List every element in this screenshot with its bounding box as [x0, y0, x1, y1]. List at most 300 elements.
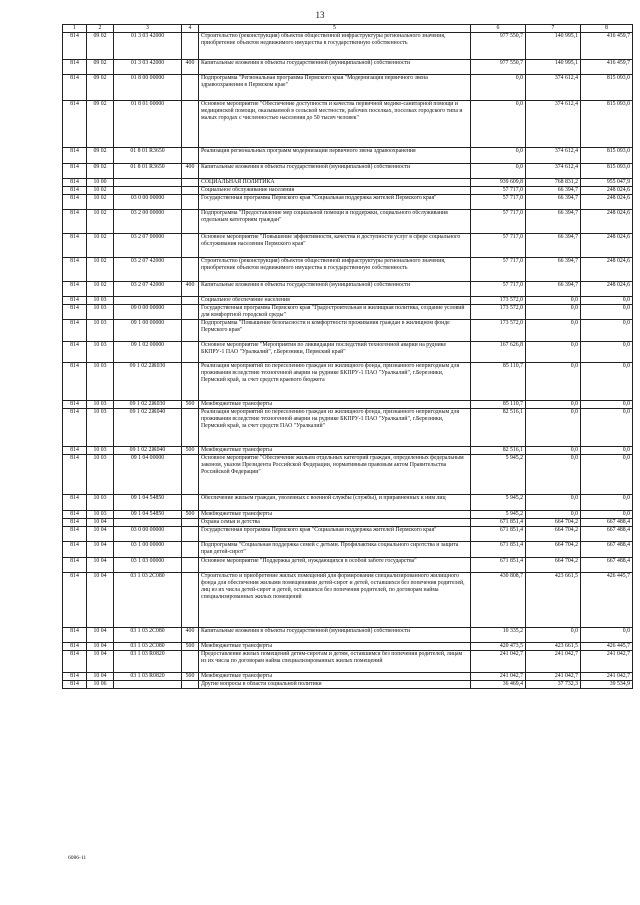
expense-type-code [182, 305, 199, 320]
expense-type-code [182, 297, 199, 305]
item-name: Строительство (реконструкция) объектов общественной инфраструктуры регионального значения, приобретение объектов недвижимого имущества в государственную собственность [199, 258, 471, 282]
table-row [63, 234, 633, 258]
amount-col7: 374 612,4 [526, 164, 581, 179]
table-row [63, 643, 633, 651]
table-row [63, 673, 633, 681]
expense-type-code [182, 210, 199, 234]
amount-col6: 977 550,7 [471, 60, 526, 75]
amount-col8: 0,0 [581, 455, 633, 495]
amount-col7: 0,0 [526, 297, 581, 305]
table-row [63, 511, 633, 519]
target-article-code: 09 0 00 00000 [114, 305, 182, 320]
amount-col6: 57 717,0 [471, 210, 526, 234]
amount-col6: 57 717,0 [471, 282, 526, 297]
amount-col8: 667 488,4 [581, 558, 633, 573]
expense-type-code [182, 187, 199, 195]
item-name: Предоставление жилых помещений детям-сиротам и детям, оставшимся без попечения родителей, лицам из их числа по договорам найма специализированных жилых помещений [199, 651, 471, 673]
target-article-code: 09 1 04 00000 [114, 455, 182, 495]
item-name: Основное мероприятие "Повышение эффективности, качества и доступности услуг в сфере социального обслуживания населения Пермского края" [199, 234, 471, 258]
section-code: 10 03 [87, 447, 114, 455]
ved-code: 814 [63, 60, 87, 75]
section-code: 10 02 [87, 234, 114, 258]
table-row [63, 297, 633, 305]
expense-type-code: 500 [182, 643, 199, 651]
target-article-code: 03 2 07 42000 [114, 258, 182, 282]
target-article-code [114, 519, 182, 527]
amount-col6: 85 110,7 [471, 363, 526, 401]
amount-col8: 416 459,7 [581, 33, 633, 60]
expense-type-code: 400 [182, 628, 199, 643]
section-code: 10 04 [87, 651, 114, 673]
expense-type-code [182, 179, 199, 187]
amount-col6: 5 945,2 [471, 455, 526, 495]
amount-col7: 140 995,1 [526, 60, 581, 75]
amount-col8: 0,0 [581, 363, 633, 401]
item-name: Строительство (реконструкция) объектов общественной инфраструктуры регионального значения, приобретение объектов недвижимого имущества в государственную собственность [199, 33, 471, 60]
expense-type-code: 400 [182, 282, 199, 297]
target-article-code: 03 0 00 00000 [114, 195, 182, 210]
target-article-code: 09 1 02 00000 [114, 342, 182, 363]
target-article-code: 09 1 02 2Ж030 [114, 363, 182, 401]
amount-col6: 57 717,0 [471, 195, 526, 210]
item-name: Социальное обслуживание населения [199, 187, 471, 195]
ved-code: 814 [63, 542, 87, 558]
table-row [63, 628, 633, 643]
amount-col7: 66 394,7 [526, 282, 581, 297]
ved-code: 814 [63, 234, 87, 258]
table-row [63, 60, 633, 75]
table-row [63, 527, 633, 542]
ved-code: 814 [63, 455, 87, 495]
target-article-code: 09 1 02 2Ж040 [114, 447, 182, 455]
ved-code: 814 [63, 179, 87, 187]
amount-col7: 140 995,1 [526, 33, 581, 60]
table-row [63, 681, 633, 689]
expense-type-code [182, 234, 199, 258]
amount-col7: 374 612,4 [526, 148, 581, 164]
table-row [63, 573, 633, 628]
amount-col8: 815 093,0 [581, 101, 633, 148]
amount-col8: 667 488,4 [581, 542, 633, 558]
expense-type-code [182, 320, 199, 342]
table-body [63, 33, 633, 689]
target-article-code: 03 1 03 2C080 [114, 628, 182, 643]
amount-col6: 671 851,4 [471, 519, 526, 527]
expense-type-code [182, 33, 199, 60]
expense-type-code [182, 409, 199, 447]
target-article-code [114, 297, 182, 305]
item-name: Охрана семьи и детства [199, 519, 471, 527]
amount-col7: 0,0 [526, 455, 581, 495]
amount-col6: 167 626,8 [471, 342, 526, 363]
target-article-code [114, 179, 182, 187]
target-article-code [114, 187, 182, 195]
target-article-code: 09 1 02 2Ж040 [114, 409, 182, 447]
item-name: Государственная программа Пермского края "Социальная поддержка жителей Пермского края" [199, 527, 471, 542]
amount-col6: 57 717,0 [471, 258, 526, 282]
amount-col7: 0,0 [526, 363, 581, 401]
section-code: 10 03 [87, 342, 114, 363]
ved-code: 814 [63, 651, 87, 673]
amount-col6: 241 042,7 [471, 673, 526, 681]
amount-col7: 423 661,5 [526, 643, 581, 651]
table-row [63, 320, 633, 342]
table-row [63, 401, 633, 409]
column-number: 2 [87, 25, 114, 33]
table-row [63, 455, 633, 495]
target-article-code: 09 1 00 00000 [114, 320, 182, 342]
section-code: 10 03 [87, 401, 114, 409]
item-name: Государственная программа Пермского края "Градостроительная и жилищная политика, создание условий для комфортной городской среды" [199, 305, 471, 320]
item-name: Межбюджетные трансферты [199, 401, 471, 409]
column-number: 6 [471, 25, 526, 33]
amount-col8: 416 459,7 [581, 60, 633, 75]
amount-col7: 0,0 [526, 409, 581, 447]
amount-col6: 5 945,2 [471, 511, 526, 519]
expense-type-code [182, 558, 199, 573]
target-article-code: 03 1 00 00000 [114, 542, 182, 558]
amount-col8: 248 024,6 [581, 234, 633, 258]
item-name: Капитальные вложения в объекты государственной (муниципальной) собственности [199, 60, 471, 75]
amount-col6: 671 851,4 [471, 527, 526, 542]
column-number: 5 [199, 25, 471, 33]
expense-type-code [182, 527, 199, 542]
page-number: 13 [315, 10, 325, 20]
amount-col8: 39 534,9 [581, 681, 633, 689]
table-row [63, 305, 633, 320]
amount-col6: 57 717,0 [471, 234, 526, 258]
item-name: Основное мероприятие "Мероприятия по ликвидации последствий техногенной аварии на руднике БКПРУ-1 ПАО "Уралкалий", г.Березники, Пермский край" [199, 342, 471, 363]
target-article-code: 03 1 03 R0820 [114, 651, 182, 673]
amount-col7: 66 394,7 [526, 258, 581, 282]
amount-col8: 426 445,7 [581, 573, 633, 628]
target-article-code [114, 681, 182, 689]
amount-col7: 0,0 [526, 495, 581, 511]
table-row [63, 101, 633, 148]
section-code: 09 02 [87, 101, 114, 148]
amount-col7: 423 661,5 [526, 573, 581, 628]
ved-code: 814 [63, 511, 87, 519]
table-row [63, 342, 633, 363]
amount-col7: 664 704,2 [526, 542, 581, 558]
amount-col6: 10 335,2 [471, 628, 526, 643]
amount-col6: 82 516,1 [471, 409, 526, 447]
ved-code: 814 [63, 673, 87, 681]
amount-col7: 664 704,2 [526, 527, 581, 542]
amount-col7: 66 394,7 [526, 210, 581, 234]
amount-col8: 248 024,6 [581, 258, 633, 282]
expense-type-code: 400 [182, 60, 199, 75]
expense-type-code [182, 148, 199, 164]
ved-code: 814 [63, 282, 87, 297]
amount-col7: 664 704,2 [526, 558, 581, 573]
item-name: Основное мероприятие "Обеспечение жильем отдельных категорий граждан, определенных федеральным законом, указом Президента Российской Федерации, нормативным правовым актом Правительства Российской Федерации" [199, 455, 471, 495]
table-row [63, 363, 633, 401]
ved-code: 814 [63, 75, 87, 101]
amount-col8: 815 093,0 [581, 164, 633, 179]
amount-col8: 0,0 [581, 305, 633, 320]
expense-type-code [182, 363, 199, 401]
item-name: Подпрограмма "Социальная поддержка семей с детьми. Профилактика социального сиротства и защита прав детей-сирот" [199, 542, 471, 558]
amount-col8: 0,0 [581, 297, 633, 305]
section-code: 10 03 [87, 511, 114, 519]
expense-type-code: 500 [182, 511, 199, 519]
expense-type-code [182, 651, 199, 673]
ved-code: 814 [63, 447, 87, 455]
amount-col8: 667 488,4 [581, 519, 633, 527]
amount-col8: 955 047,9 [581, 179, 633, 187]
section-code: 10 03 [87, 363, 114, 401]
section-code: 10 04 [87, 558, 114, 573]
amount-col7: 66 394,7 [526, 187, 581, 195]
amount-col7: 664 704,2 [526, 519, 581, 527]
expense-type-code [182, 75, 199, 101]
amount-col6: 671 851,4 [471, 542, 526, 558]
section-code: 10 03 [87, 305, 114, 320]
amount-col8: 248 024,6 [581, 187, 633, 195]
expense-type-code: 500 [182, 673, 199, 681]
expense-type-code [182, 681, 199, 689]
target-article-code: 01 8 00 00000 [114, 75, 182, 101]
target-article-code: 01 8 01 00000 [114, 101, 182, 148]
expense-type-code [182, 455, 199, 495]
amount-col8: 0,0 [581, 320, 633, 342]
target-article-code: 01 3 03 42000 [114, 60, 182, 75]
section-code: 10 02 [87, 210, 114, 234]
table-row [63, 542, 633, 558]
amount-col6: 0,0 [471, 101, 526, 148]
amount-col8: 667 488,4 [581, 527, 633, 542]
amount-col6: 977 550,7 [471, 33, 526, 60]
target-article-code: 03 0 00 00000 [114, 527, 182, 542]
table-row [63, 447, 633, 455]
item-name: Социальное обеспечение населения [199, 297, 471, 305]
amount-col8: 248 024,6 [581, 195, 633, 210]
amount-col8: 0,0 [581, 511, 633, 519]
amount-col6: 173 572,0 [471, 297, 526, 305]
ved-code: 814 [63, 148, 87, 164]
column-number: 4 [182, 25, 199, 33]
amount-col7: 0,0 [526, 401, 581, 409]
ved-code: 814 [63, 320, 87, 342]
amount-col8: 0,0 [581, 495, 633, 511]
table-row [63, 258, 633, 282]
ved-code: 814 [63, 33, 87, 60]
amount-col8: 0,0 [581, 401, 633, 409]
section-code: 10 04 [87, 573, 114, 628]
expense-type-code [182, 495, 199, 511]
table-row [63, 282, 633, 297]
item-name: Реализация мероприятий по переселению граждан из жилищного фонда, признанного непригодным для проживания вследствие техногенной аварии на руднике БКПРУ-1 ПАО "Уралкалий", г.Березники, Пермский край, за счет средств краевого бюджета [199, 363, 471, 401]
item-name: Основное мероприятие "Поддержка детей, нуждающихся в особой заботе государства" [199, 558, 471, 573]
item-name: Государственная программа Пермского края "Социальная поддержка жителей Пермского края" [199, 195, 471, 210]
item-name: Реализация мероприятий по переселению граждан из жилищного фонда, признанного непригодным для проживания вследствие техногенной аварии на руднике БКПРУ-1 ПАО "Уралкалий", г.Березники, Пермский край, за счет средств ПАО "Уралкалий" [199, 409, 471, 447]
item-name: Межбюджетные трансферты [199, 511, 471, 519]
ved-code: 814 [63, 573, 87, 628]
section-code: 10 03 [87, 409, 114, 447]
section-code: 09 02 [87, 33, 114, 60]
table-row [63, 195, 633, 210]
target-article-code: 09 1 04 54850 [114, 511, 182, 519]
table-row [63, 409, 633, 447]
amount-col8: 241 042,7 [581, 651, 633, 673]
expense-type-code: 400 [182, 164, 199, 179]
item-name: Межбюджетные трансферты [199, 643, 471, 651]
ved-code: 814 [63, 558, 87, 573]
target-article-code: 09 1 04 54850 [114, 495, 182, 511]
column-number: 8 [581, 25, 633, 33]
ved-code: 814 [63, 305, 87, 320]
table-row [63, 187, 633, 195]
amount-col6: 671 851,4 [471, 558, 526, 573]
item-name: СОЦИАЛЬНАЯ ПОЛИТИКА [199, 179, 471, 187]
table-row [63, 75, 633, 101]
amount-col7: 374 612,4 [526, 75, 581, 101]
section-code: 10 00 [87, 179, 114, 187]
amount-col8: 248 024,6 [581, 210, 633, 234]
expense-type-code [182, 195, 199, 210]
amount-col7: 37 732,3 [526, 681, 581, 689]
expense-type-code [182, 573, 199, 628]
amount-col6: 173 572,0 [471, 320, 526, 342]
ved-code: 814 [63, 297, 87, 305]
amount-col6: 57 717,0 [471, 187, 526, 195]
amount-col6: 36 469,4 [471, 681, 526, 689]
item-name: Капитальные вложения в объекты государственной (муниципальной) собственности [199, 164, 471, 179]
target-article-code: 03 2 07 42000 [114, 282, 182, 297]
section-code: 10 03 [87, 320, 114, 342]
amount-col7: 0,0 [526, 511, 581, 519]
column-number: 3 [114, 25, 182, 33]
amount-col6: 0,0 [471, 164, 526, 179]
amount-col8: 248 024,6 [581, 282, 633, 297]
amount-col7: 0,0 [526, 447, 581, 455]
section-code: 09 02 [87, 75, 114, 101]
section-code: 10 04 [87, 628, 114, 643]
budget-table [62, 24, 633, 689]
section-code: 10 04 [87, 542, 114, 558]
amount-col6: 939 609,8 [471, 179, 526, 187]
item-name: Межбюджетные трансферты [199, 447, 471, 455]
expense-type-code [182, 342, 199, 363]
ved-code: 814 [63, 195, 87, 210]
section-code: 09 02 [87, 164, 114, 179]
amount-col6: 173 572,0 [471, 305, 526, 320]
amount-col8: 0,0 [581, 628, 633, 643]
ved-code: 814 [63, 101, 87, 148]
amount-col7: 768 831,2 [526, 179, 581, 187]
target-article-code: 01 8 01 R3650 [114, 148, 182, 164]
amount-col7: 66 394,7 [526, 195, 581, 210]
amount-col6: 5 945,2 [471, 495, 526, 511]
section-code: 09 02 [87, 60, 114, 75]
table-row [63, 210, 633, 234]
expense-type-code [182, 258, 199, 282]
target-article-code: 03 2 00 00000 [114, 210, 182, 234]
section-code: 10 03 [87, 495, 114, 511]
expense-type-code [182, 519, 199, 527]
ved-code: 814 [63, 643, 87, 651]
expense-type-code: 500 [182, 401, 199, 409]
ved-code: 814 [63, 187, 87, 195]
table-row [63, 33, 633, 60]
amount-col8: 0,0 [581, 342, 633, 363]
amount-col8: 0,0 [581, 447, 633, 455]
column-number: 1 [63, 25, 87, 33]
expense-type-code: 500 [182, 447, 199, 455]
item-name: Межбюджетные трансферты [199, 673, 471, 681]
document-code: 6086-11 [68, 855, 87, 861]
section-code: 09 02 [87, 148, 114, 164]
amount-col6: 420 473,5 [471, 643, 526, 651]
table-row [63, 519, 633, 527]
amount-col8: 815 093,0 [581, 148, 633, 164]
section-code: 10 02 [87, 187, 114, 195]
ved-code: 814 [63, 495, 87, 511]
amount-col7: 0,0 [526, 342, 581, 363]
ved-code: 814 [63, 519, 87, 527]
ved-code: 814 [63, 409, 87, 447]
item-name: Подпрограмма "Региональная программа Пермского края "Модернизация первичного звена здравоохранения в Пермском крае" [199, 75, 471, 101]
item-name: Основное мероприятие "Обеспечение доступности и качества первичной медико-санитарной помощи и медицинской помощи, оказываемой в сельской местности, рабочих поселках, поселках городского типа и малых городах с численностью населения до 50 тысяч человек" [199, 101, 471, 148]
column-number-row [63, 25, 633, 33]
amount-col7: 374 612,4 [526, 101, 581, 148]
target-article-code: 03 1 03 R0820 [114, 673, 182, 681]
section-code: 10 02 [87, 195, 114, 210]
amount-col7: 0,0 [526, 628, 581, 643]
ved-code: 814 [63, 258, 87, 282]
amount-col7: 66 394,7 [526, 234, 581, 258]
item-name: Подпрограмма "Повышение безопасности и комфортности проживания граждан в жилищном фонде Пермского края" [199, 320, 471, 342]
target-article-code: 03 2 07 00000 [114, 234, 182, 258]
amount-col6: 430 808,7 [471, 573, 526, 628]
item-name: Капитальные вложения в объекты государственной (муниципальной) собственности [199, 628, 471, 643]
target-article-code: 09 1 02 2Ж030 [114, 401, 182, 409]
section-code: 10 02 [87, 282, 114, 297]
item-name: Обеспечение жильем граждан, уволенных с военной службы (службы), и приравненных к ним лиц [199, 495, 471, 511]
target-article-code: 03 1 03 00000 [114, 558, 182, 573]
section-code: 10 04 [87, 519, 114, 527]
item-name: Другие вопросы в области социальной политики [199, 681, 471, 689]
section-code: 10 04 [87, 673, 114, 681]
table-row [63, 651, 633, 673]
section-code: 10 03 [87, 455, 114, 495]
section-code: 10 04 [87, 643, 114, 651]
column-number: 7 [526, 25, 581, 33]
ved-code: 814 [63, 628, 87, 643]
section-code: 10 03 [87, 297, 114, 305]
amount-col8: 0,0 [581, 409, 633, 447]
table-row [63, 495, 633, 511]
target-article-code: 01 8 01 R3650 [114, 164, 182, 179]
amount-col7: 0,0 [526, 320, 581, 342]
target-article-code: 03 1 03 2C080 [114, 643, 182, 651]
ved-code: 814 [63, 363, 87, 401]
amount-col7: 241 042,7 [526, 673, 581, 681]
expense-type-code [182, 542, 199, 558]
section-code: 10 02 [87, 258, 114, 282]
amount-col6: 82 516,1 [471, 447, 526, 455]
table-row [63, 558, 633, 573]
target-article-code: 01 3 03 42000 [114, 33, 182, 60]
ved-code: 814 [63, 401, 87, 409]
amount-col6: 85 110,7 [471, 401, 526, 409]
expense-type-code [182, 101, 199, 148]
amount-col8: 426 445,7 [581, 643, 633, 651]
ved-code: 814 [63, 210, 87, 234]
amount-col7: 241 042,7 [526, 651, 581, 673]
table-row [63, 148, 633, 164]
